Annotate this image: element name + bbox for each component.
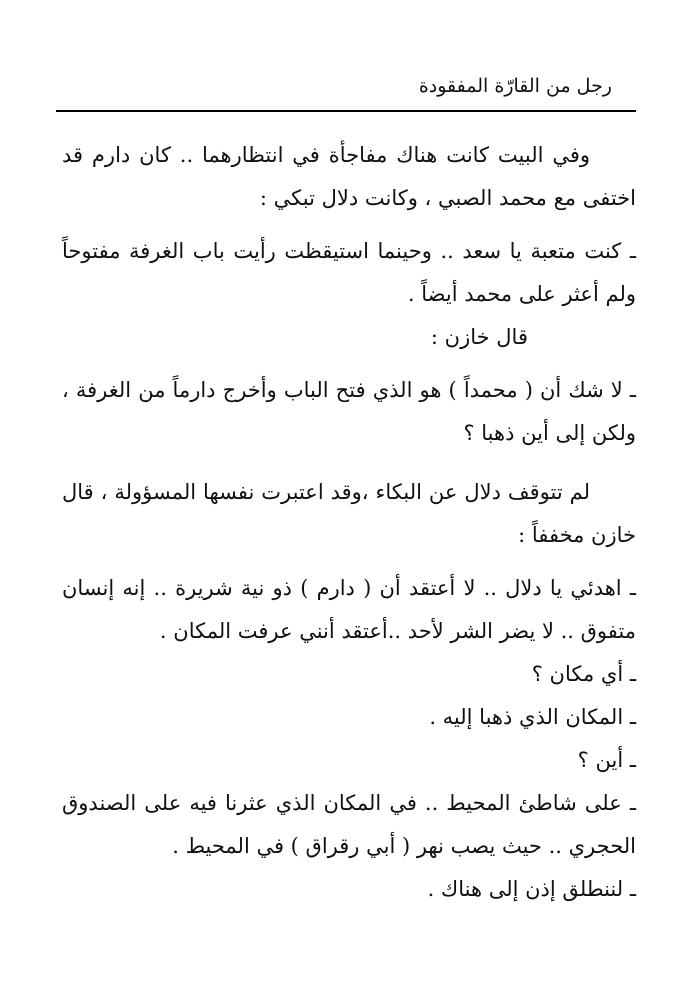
paragraph: ـ اهدئي يا دلال .. لا أعتقد أن ( دارم ) ذو نية شريرة .. إنه إنسان متفوق .. لا يضر الشر لأحد ..أعتقد أنني عرفت المكان . [62,576,636,643]
paragraph: ـ أين ؟ [577,748,636,772]
paragraph: ـ أي مكان ؟ [531,662,636,686]
paragraph: لم تتوقف دلال عن البكاء ،وقد اعتبرت نفسها المسؤولة ، قال خازن مخففاً : [62,480,636,547]
header-divider [56,110,636,112]
paragraph: وفي البيت كانت هناك مفاجأة في انتظارهما .. كان دارم قد اختفى مع محمد الصبي ، وكانت دلال تبكي : [62,143,636,210]
paragraph: قال خازن : [430,325,528,349]
body-text [62,134,636,911]
paragraph: ـ المكان الذي ذهبا إليه . [429,705,636,729]
paragraph: ـ كنت متعبة يا سعد .. وحينما استيقظت رأيت باب الغرفة مفتوحاً ولم أعثر على محمد أيضاً . [62,239,636,306]
paragraph: ـ لننطلق إذن إلى هناك . [427,877,636,901]
paragraph: ـ على شاطئ المحيط .. في المكان الذي عثرنا فيه على الصندوق الحجري .. حيث يصب نهر ( أبي رقراق ) في المحيط . [62,791,636,858]
running-header: رجل من القارّة المفقودة [418,75,612,97]
paragraph: ـ لا شك أن ( محمداً ) هو الذي فتح الباب وأخرج دارماً من الغرفة ، ولكن إلى أين ذهبا ؟ [62,378,636,445]
